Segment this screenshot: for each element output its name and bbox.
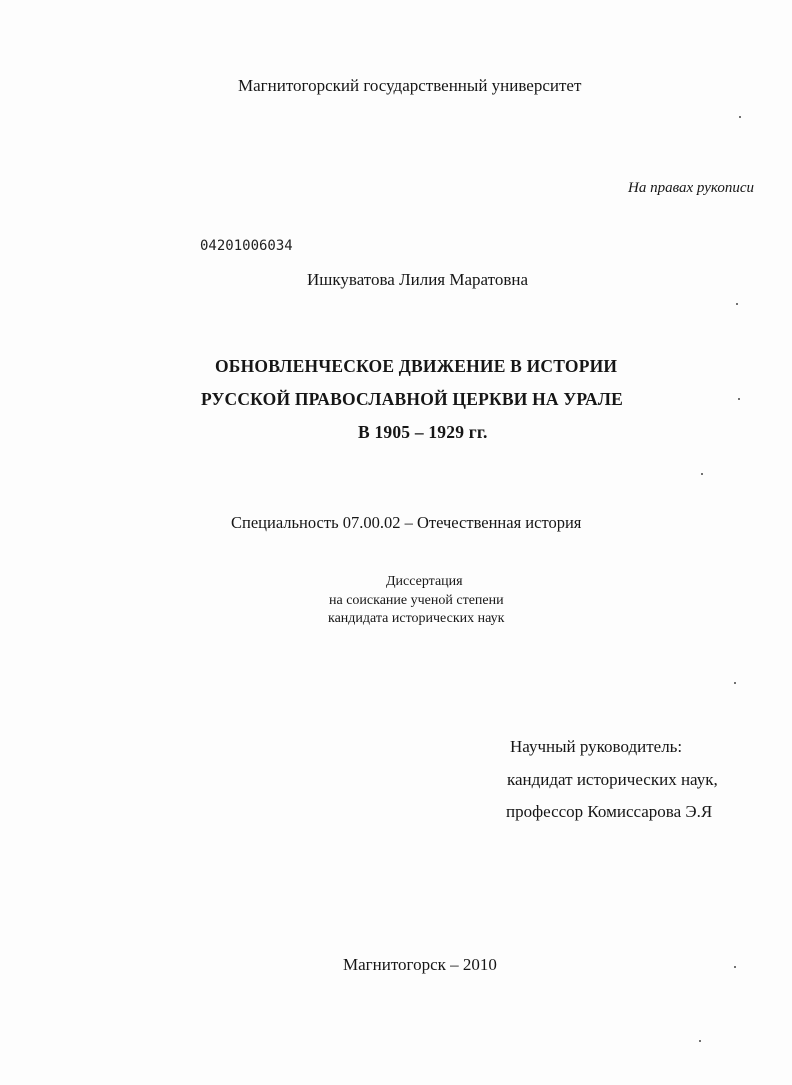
scan-speck bbox=[738, 398, 740, 400]
dissertation-degree-line: на соискание ученой степени bbox=[329, 593, 504, 608]
scan-speck bbox=[736, 303, 738, 305]
title-line-1: ОБНОВЛЕНЧЕСКОЕ ДВИЖЕНИЕ В ИСТОРИИ bbox=[215, 356, 618, 376]
dissertation-field-line: кандидата исторических наук bbox=[328, 611, 505, 626]
scan-speck bbox=[734, 682, 736, 684]
scan-speck bbox=[734, 966, 736, 968]
author-name: Ишкуватова Лилия Маратовна bbox=[307, 270, 529, 289]
scan-speck bbox=[739, 116, 741, 118]
city-year: Магнитогорск – 2010 bbox=[343, 955, 497, 974]
supervisor-name: профессор Комиссарова Э.Я bbox=[506, 802, 713, 821]
university-name: Магнитогорский государственный университет bbox=[238, 76, 582, 95]
rights-note: На правах рукописи bbox=[628, 180, 754, 196]
scan-speck bbox=[699, 1040, 701, 1042]
scan-speck bbox=[701, 473, 703, 475]
title-line-2: РУССКОЙ ПРАВОСЛАВНОЙ ЦЕРКВИ НА УРАЛЕ bbox=[201, 389, 623, 409]
dissertation-label: Диссертация bbox=[386, 574, 463, 589]
title-line-3: В 1905 – 1929 гг. bbox=[358, 422, 488, 442]
supervisor-label: Научный руководитель: bbox=[510, 737, 683, 756]
archive-number: 04201006034 bbox=[200, 238, 293, 254]
specialty: Специальность 07.00.02 – Отечественная история bbox=[231, 513, 582, 532]
supervisor-degree: кандидат исторических наук, bbox=[507, 770, 718, 789]
